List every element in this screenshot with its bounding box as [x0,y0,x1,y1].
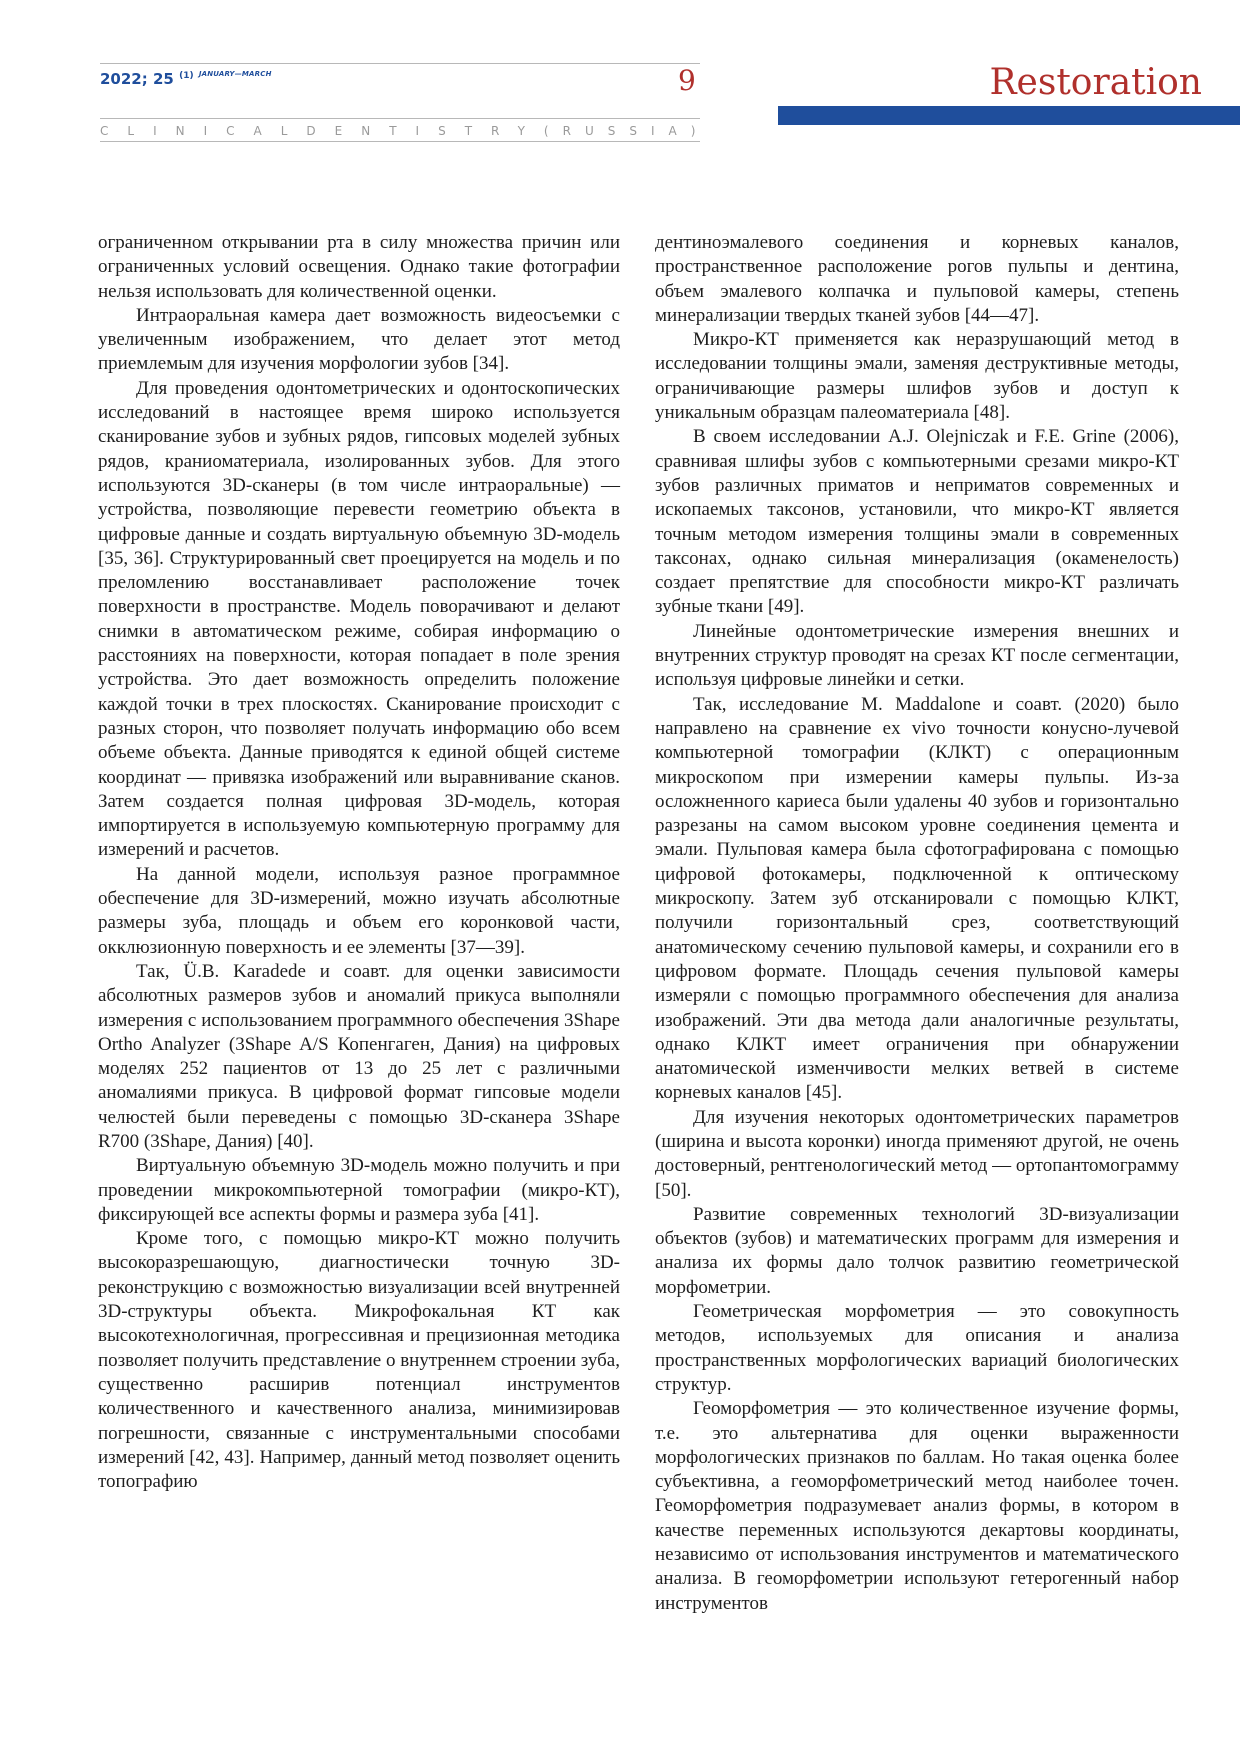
header-rule-top [100,63,700,64]
left-column [98,231,620,1494]
page-number: 9 [678,64,696,97]
paragraph: Виртуальную объемную 3D-модель можно получить и при проведении микрокомпьютерной томографии (микро-КТ), фиксирующей все аспекты формы и размера зуба [41]. [98,1155,620,1225]
paragraph: Развитие современных технологий 3D-визуализации объектов (зубов) и математических программ для измерения и анализа их формы дало толчок развитию геометрической морфометрии. [655,1203,1179,1298]
paragraph: Для проведения одонтометрических и одонтоскопических исследований в настоящее время широко используется сканирование зубов и зубных рядов, гипсовых моделей зубных рядов, краниоматериала, изолированных зубов. Для этого используются 3D-сканеры (в том числе интраоральные) — устройства, позволяющие перевести геометрию объекта в цифровые данные и создать виртуальную объемную 3D-модель [35, 36]. Структурированный свет проецируется на модель и по преломлению восстанавливает расположение точек поверхности в пространстве. Модель поворачивают и делают снимки в автоматическом режиме, собирая информацию о расстояниях на поверхности, которая попадает в поле зрения устройства. Это дает возможность определить положение каждой точки в трех плоскостях. Сканирование происходит с разных сторон, что позволяет получать информацию обо всем объеме объекта. Данные приводятся к единой общей системе координат — привязка изображений или выравнивание сканов. Затем создается полная цифровая 3D-модель, которая импортируется в используемую компьютерную программу для измерений и расчетов. [98,377,620,861]
journal-word: CLINICAL [100,124,307,138]
section-title: Restoration [989,62,1202,103]
paragraph: Для изучения некоторых одонтометрических параметров (ширина и высота коронки) иногда применяют другой, не очень достоверный, рентгенологический метод — ортопантомограмму [50]. [655,1106,1179,1201]
paragraph: Интраоральная камера дает возможность видеосъемки с увеличенным изображением, что делает этот метод приемлемым для изучения морфологии зубов [34]. [98,304,620,375]
right-column [655,231,1179,1616]
paragraph: дентиноэмалевого соединения и корневых каналов, пространственное расположение рогов пульпы и дентина, объем эмалевого колпачка и пульповой камеры, степень минерализации твердых тканей зубов [44—47]. [655,232,1179,326]
issue-number: (1) [179,71,194,81]
paragraph: Так, исследование M. Maddalone и соавт. (2020) было направлено на сравнение ex vivo точности конусно-лучевой компьютерной томографии (КЛКТ) с операционным микроскопом при измерении камеры пульпы. Из-за осложненного кариеса были удалены 40 зубов и горизонтально разрезаны на самом высоком уровне соединения цемента и эмали. Пульповая камера была сфотографирована с помощью цифровой фотокамеры, подключенной к оптическому микроскопу. Затем зуб отсканировали с помощью КЛКТ, получили горизонтальный срез, соответствующий анатомическому сечению пульповой камеры, и сохранили его в цифровом формате. Площадь сечения пульповой камеры измеряли с помощью программного обеспечения для анализа изображений. Эти два метода дали аналогичные результаты, однако КЛКТ имеет ограничения при обнаружении анатомической изменчивости мелких ветвей в системе корневых каналов [45]. [655,693,1179,1104]
section-bar [778,106,1240,125]
paragraph: На данной модели, используя разное программное обеспечение для 3D-измерений, можно изучать абсолютные размеры зуба, площадь и объем его коронковой части, окклюзионную поверхность и ее элементы [37—39]. [98,863,620,958]
paragraph: Геометрическая морфометрия — это совокупность методов, используемых для описания и анализа пространственных морфологических вариаций биологических структур. [655,1301,1179,1395]
issue-months: JANUARY—MARCH [198,70,272,78]
journal-word: DENTISTRY [306,124,544,138]
paragraph: Микро-КТ применяется как неразрушающий метод в исследовании толщины эмали, заменяя деструктивные методы, ограничивающие размеры шлифов зубов и доступ к уникальным образцам палеоматериала [48]. [655,329,1179,424]
header-rule-middle [100,118,700,119]
issue-info [100,70,272,88]
paragraph: Кроме того, с помощью микро-КТ можно получить высокоразрешающую, диагностически точную 3D-реконструкцию с возможностью визуализации всей внутренней 3D-структуры объекта. Микрофокальная КТ как высокотехнологичная, прогрессивная и прецизионная методика позволяет получить представление о внутреннем строении зуба, существенно расширив потенциал инструментов количественного и качественного анализа, минимизировав погрешности, связанные с инструментальными способами измерений [42, 43]. Например, данный метод позволяет оценить топографию [98,1228,620,1493]
header-rule-bottom [100,141,700,142]
paragraph: ограниченном открывании рта в силу множества причин или ограниченных условий освещения. Однако такие фотографии нельзя использовать для количественной оценки. [98,232,620,302]
journal-word: (RUSSIA) [543,124,710,138]
paragraph: Линейные одонтометрические измерения внешних и внутренних структур проводят на срезах КТ после сегментации, используя цифровые линейки и сетки. [655,620,1179,691]
paragraph: Так, Ü.B. Karadede и соавт. для оценки зависимости абсолютных размеров зубов и аномалий прикуса выполняли измерения с использованием программного обеспечения 3Shape Ortho Analyzer (3Shape A/S Копенгаген, Дания) на цифровых моделях 252 пациентов от 13 до 25 лет с различными аномалиями прикуса. В цифровой формат гипсовые модели челюстей были переведены с помощью 3D-сканера 3Shape R700 (3Shape, Дания) [40]. [98,960,620,1152]
journal-name [100,124,710,138]
issue-year-volume: 2022; 25 [100,70,174,88]
paragraph: Геоморфометрия — это количественное изучение формы, т.е. это альтернатива для оценки выраженности морфологических признаков по баллам. Но такая оценка более субъективна, а геоморфометрический метод наиболее точен. Геоморфометрия подразумевает анализ формы, в котором в качестве переменных используются декартовы координаты, независимо от использования инструментов и математического анализа. В геоморфометрии используют гетерогенный набор инструментов [655,1398,1179,1614]
paragraph: В своем исследовании A.J. Olejniczak и F.E. Grine (2006), сравнивая шлифы зубов с компьютерными срезами микро-КТ зубов различных приматов и неприматов современных и ископаемых таксонов, установили, что микро-КТ является точным методом измерения толщины эмали в современных таксонах, однако сильная минерализация (окаменелость) создает препятствие для способности микро-КТ различать зубные ткани [49]. [655,426,1179,618]
